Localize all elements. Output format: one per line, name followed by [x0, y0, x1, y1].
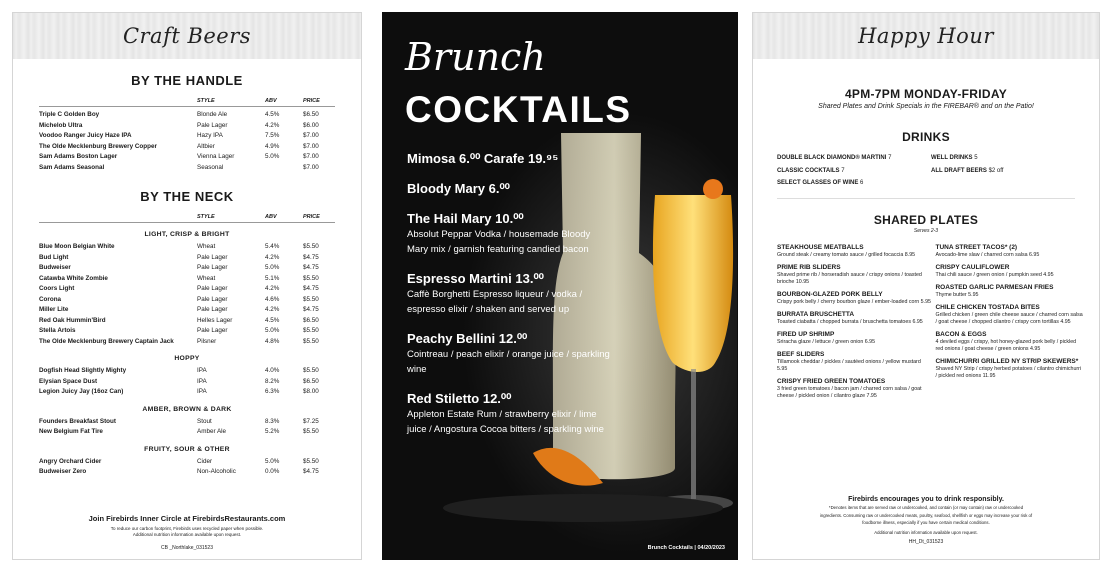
beer-abv: 4.2%	[265, 306, 280, 313]
drink-special-name: SELECT GLASSES OF WINE	[777, 180, 859, 186]
shared-plate-description: Crispy pork belly / cherry bourbon glaze / ember-loaded corn 5.95	[777, 298, 931, 305]
beer-abv: 8.2%	[265, 377, 280, 385]
beer-price: $5.50	[303, 428, 319, 435]
drink-special-name: ALL DRAFT BEERS	[931, 167, 987, 174]
neck-column-headers: STYLE ABV PRICE	[39, 214, 335, 223]
beer-row	[39, 284, 335, 295]
beer-style: Wheat	[197, 274, 216, 282]
beer-row	[39, 131, 335, 142]
fine-print: To reduce our carbon footprint, Firebirds uses recycled paper when possible.	[110, 526, 264, 531]
drink-special-name: WELL DRINKS	[931, 155, 973, 161]
cocktail-name: Bloody Mary 6.⁰⁰	[407, 181, 510, 196]
drink-special-price: $2 off	[988, 167, 1004, 174]
neck-beer-groups	[13, 231, 361, 478]
beer-abv: 8.3%	[265, 417, 280, 425]
beer-style: Non-Alcoholic	[197, 468, 236, 475]
cocktail-description: Absolut Peppar Vodka / housemade Bloody Mary mix / garnish featuring candied bacon	[407, 229, 591, 255]
beer-name: Budweiser	[39, 264, 71, 271]
craft-footer	[13, 514, 361, 551]
beer-abv: 4.6%	[265, 295, 280, 303]
flute-stem	[691, 369, 696, 499]
shared-plate-description: Grilled chicken / green chile cheese sauce / charred corn salsa / goat cheese / chopped cilantro / crispy corn tortillas 4.95	[935, 311, 1083, 325]
happy-hour-subtitle: Shared Plates and Drink Specials in the FIREBAR® and on the Patio!	[818, 103, 1034, 110]
shared-plate-description: Shaved NY Strip / crispy herbed potatoes / cilantro chimichurri / pickled red onions 11.95	[935, 365, 1082, 379]
by-the-handle-title: BY THE HANDLE	[131, 73, 243, 88]
beer-abv: 5.0%	[265, 153, 280, 160]
beer-name: The Olde Mecklenburg Brewery Captain Jack	[39, 337, 174, 345]
beer-abv: 5.4%	[265, 243, 280, 250]
drink-special-price: 6	[860, 180, 864, 186]
beer-style: Pale Lager	[197, 253, 228, 261]
happy-hour-title: Happy Hour	[858, 24, 994, 48]
beer-name: Blue Moon Belgian White	[39, 243, 115, 250]
beer-row	[39, 263, 335, 274]
shared-plate-description: Ground steak / creamy tomato sauce / grilled focaccia 8.95	[777, 251, 916, 258]
beer-group-list	[39, 417, 335, 438]
craft-beers-title: Craft Beers	[122, 24, 252, 48]
beer-name: Dogfish Head Slightly Mighty	[39, 367, 127, 374]
drinks-title: DRINKS	[902, 130, 950, 144]
beer-price: $5.50	[303, 457, 319, 465]
shared-plate-description: Avocado-lime slaw / charred corn salsa 6.95	[935, 251, 1040, 258]
shared-plate-name: CHIMICHURRI GRILLED NY STRIP SKEWERS*	[935, 357, 1079, 365]
shared-plate-name: CRISPY FRIED GREEN TOMATOES	[777, 377, 886, 385]
beer-abv: 5.1%	[265, 274, 280, 282]
beer-name: Red Oak Hummin'Bird	[39, 316, 106, 324]
beer-row	[39, 274, 335, 285]
beer-row	[39, 316, 335, 327]
beer-abv: 4.0%	[265, 367, 280, 374]
beer-style: Vienna Lager	[197, 153, 235, 160]
cocktail-item	[407, 181, 612, 197]
cocktail-item	[407, 331, 612, 377]
shared-plate-description: 3 fried green tomatoes / bacon jam / charred corn salsa / goat cheese / pickled onion / cilantro glaze 7.95	[777, 385, 922, 399]
cocktail-description: Cointreau / peach elixir / orange juice / sparkling wine	[407, 349, 610, 375]
beer-row	[39, 295, 335, 306]
beer-price: $7.25	[303, 417, 319, 425]
beer-abv: 4.2%	[265, 121, 280, 129]
cocktail-description: Caffè Borghetti Espresso liqueur / vodka / espresso elixir / shaken and served up	[407, 289, 583, 315]
beer-style: Cider	[197, 457, 213, 465]
beer-price: $7.00	[303, 163, 319, 171]
happy-hour-times: 4PM-7PM MONDAY-FRIDAY	[844, 87, 1008, 101]
beer-style: IPA	[197, 388, 207, 395]
beer-group-title: AMBER, BROWN & DARK	[142, 405, 232, 413]
shared-plate-item	[935, 331, 1083, 353]
beer-row	[39, 427, 335, 438]
happy-hour-page	[752, 12, 1100, 560]
beer-abv: 5.0%	[265, 264, 280, 271]
drink-special	[931, 165, 1003, 178]
beer-style: Blonde Ale	[197, 111, 228, 118]
shared-plate-description: Sriracha glaze / lettuce / green onion 6.95	[777, 338, 876, 345]
beer-price: $7.00	[303, 153, 319, 160]
beer-group-list	[39, 366, 335, 398]
beer-style: IPA	[197, 367, 207, 374]
cocktail-list	[407, 151, 612, 451]
cocktails-title: COCKTAILS	[405, 89, 632, 130]
beer-row	[39, 387, 335, 398]
cocktail-name: Red Stiletto 12.⁰⁰	[407, 391, 512, 406]
serves-note: Serves 2-3	[913, 227, 939, 234]
beer-row	[39, 417, 335, 428]
beer-name: Elysian Space Dust	[39, 377, 98, 385]
beer-price: $6.50	[303, 316, 319, 324]
shared-plate-name: BEEF SLIDERS	[777, 350, 825, 358]
shared-plate-item	[935, 358, 1083, 380]
by-the-neck-title: BY THE NECK	[140, 189, 234, 204]
shared-plate-name: TUNA STREET TACOS* (2)	[935, 243, 1018, 251]
beer-abv: 6.3%	[265, 388, 280, 395]
craft-beers-page	[12, 12, 362, 560]
beer-abv: 4.8%	[265, 337, 280, 345]
shared-plate-name: STEAKHOUSE MEATBALLS	[777, 243, 864, 251]
beer-price: $5.50	[303, 295, 319, 303]
beer-abv: 5.2%	[265, 428, 280, 435]
happy-hour-banner	[753, 13, 1099, 59]
beer-name: Coors Light	[39, 285, 75, 292]
beer-price: $5.50	[303, 327, 319, 334]
shared-plate-item	[777, 331, 931, 346]
inner-circle-link[interactable]: Join Firebirds Inner Circle at FirebirdsRestaurants.com	[88, 514, 286, 523]
craft-beers-banner	[13, 13, 361, 59]
shared-plate-name: ROASTED GARLIC PARMESAN FRIES	[935, 283, 1054, 291]
beer-price: $4.75	[303, 253, 319, 261]
drink-special-price: 7	[841, 167, 845, 174]
beer-abv: 0.0%	[265, 468, 280, 475]
beer-row	[39, 253, 335, 264]
handle-beer-list	[39, 110, 335, 173]
shared-plate-item	[777, 264, 931, 286]
shared-plate-description: Thyme butter 5.95	[935, 291, 979, 298]
menu-code: CB _Northlake_031523	[161, 545, 213, 551]
drink-special	[777, 165, 931, 178]
drink-specials	[753, 144, 1099, 190]
menu-code: HH_Dt_031523	[908, 539, 944, 545]
cocktail-description: Appleton Estate Rum / strawberry elixir / lime juice / Angostura Cocoa bitters / sparkling wine	[407, 409, 604, 435]
beer-style: IPA	[197, 377, 207, 385]
beer-style: Pale Lager	[197, 295, 228, 303]
cocktail-name: The Hail Mary 10.⁰⁰	[407, 211, 524, 226]
cocktail-name: Espresso Martini 13.⁰⁰	[407, 271, 544, 286]
beer-style: Wheat	[197, 243, 216, 250]
beer-style: Altbier	[197, 142, 215, 150]
cocktail-item	[407, 211, 612, 257]
beer-row	[39, 152, 335, 163]
cocktail-name: Mimosa 6.⁰⁰ Carafe 19.⁹⁵	[407, 151, 559, 166]
beer-name: Sam Adams Boston Lager	[39, 153, 118, 160]
beer-price: $5.50	[303, 367, 319, 374]
shared-plates-title: SHARED PLATES	[873, 212, 979, 227]
beer-price: $7.00	[303, 132, 319, 139]
beer-abv: 7.5%	[265, 132, 280, 139]
handle-column-headers: STYLE ABV PRICE	[39, 98, 335, 107]
beer-style: Pilsner	[197, 337, 217, 345]
shared-plate-item	[935, 304, 1083, 326]
beer-style: Helles Lager	[197, 316, 233, 324]
beer-row	[39, 305, 335, 316]
beer-name: Michelob Ultra	[39, 121, 83, 129]
fine-print: foodborne illness, especially if you have certain medical conditions.	[862, 520, 990, 525]
shared-plate-name: BOURBON-GLAZED PORK BELLY	[777, 290, 883, 298]
beer-name: Legion Juicy Jay (16oz Can)	[39, 388, 124, 395]
shared-plate-item	[777, 244, 931, 259]
beer-price: $4.75	[303, 264, 319, 271]
beer-row	[39, 142, 335, 153]
beer-name: Budweiser Zero	[39, 468, 87, 475]
beer-group-list	[39, 242, 335, 347]
shared-plate-name: FIRED UP SHRIMP	[777, 330, 835, 338]
brunch-script-title: Brunch	[405, 35, 546, 79]
beer-price: $7.00	[303, 142, 319, 150]
divider	[777, 198, 1075, 199]
shared-plates-list	[753, 234, 1099, 405]
beer-name: Miller Lite	[39, 306, 69, 313]
beer-price: $4.75	[303, 285, 319, 292]
fine-print: Additional nutrition information available upon request.	[132, 532, 242, 537]
beer-row	[39, 457, 335, 468]
beer-name: Founders Breakfast Stout	[39, 417, 116, 425]
beer-style: Seasonal	[197, 163, 224, 171]
beer-row	[39, 242, 335, 253]
shared-plate-name: PRIME RIB SLIDERS	[777, 263, 841, 271]
cocktail-name: Peachy Bellini 12.⁰⁰	[407, 331, 528, 346]
beer-row	[39, 337, 335, 348]
beer-price: $4.75	[303, 306, 319, 313]
drink-special	[931, 152, 1003, 165]
beer-price: $6.50	[303, 377, 319, 385]
beer-name: Angry Orchard Cider	[39, 457, 102, 465]
beer-name: New Belgium Fat Tire	[39, 428, 103, 435]
shared-plate-item	[935, 264, 1083, 279]
shared-plate-description: Tillamook cheddar / pickles / sautéed onions / yellow mustard 5.95	[777, 358, 921, 372]
beer-name: Sam Adams Seasonal	[39, 163, 105, 171]
beer-price: $6.50	[303, 111, 319, 118]
beer-style: Amber Ale	[197, 428, 227, 435]
shared-plate-description: Thai chili sauce / green onion / pumpkin seed 4.95	[935, 271, 1054, 278]
brunch-footer: Brunch Cocktails | 04/20/2023	[647, 545, 725, 551]
beer-row	[39, 121, 335, 132]
beer-name: Stella Artois	[39, 327, 76, 334]
beer-abv: 5.0%	[265, 327, 280, 334]
cocktail-item	[407, 151, 612, 167]
shared-plate-description: Shaved prime rib / horseradish sauce / crispy onions / toasted brioche 10.95	[777, 271, 922, 285]
beer-group-title: FRUITY, SOUR & OTHER	[144, 445, 230, 453]
beer-row	[39, 467, 335, 478]
beer-style: Stout	[197, 417, 212, 425]
fine-print: *Denotes items that are served raw or undercooked, and contain (or may contain) raw or undercooked	[828, 505, 1024, 510]
beer-style: Pale Lager	[197, 285, 228, 292]
beer-abv: 4.5%	[265, 316, 280, 324]
drink-special-price: 7	[888, 155, 892, 161]
beer-price: $5.50	[303, 243, 319, 250]
beer-style: Pale Lager	[197, 121, 228, 129]
beer-name: The Olde Mecklenburg Brewery Copper	[39, 142, 157, 150]
beer-name: Catawba White Zombie	[39, 274, 108, 282]
shared-plate-item	[777, 291, 931, 306]
beer-abv: 4.5%	[265, 111, 280, 118]
beer-style: Hazy IPA	[197, 132, 223, 139]
shared-plate-name: BACON & EGGS	[935, 330, 987, 338]
beer-abv: 5.0%	[265, 457, 280, 465]
beer-group-list	[39, 457, 335, 478]
beer-abv: 4.9%	[265, 142, 280, 150]
beer-abv: 4.2%	[265, 285, 280, 292]
drink-special-name: DOUBLE BLACK DIAMOND® MARTINI	[777, 155, 887, 161]
cocktail-item	[407, 271, 612, 317]
beer-abv	[265, 163, 303, 174]
orange-garnish	[703, 179, 723, 199]
shared-plate-item	[777, 311, 931, 326]
beer-row	[39, 377, 335, 388]
beer-row	[39, 366, 335, 377]
shared-plate-name: CRISPY CAULIFLOWER	[935, 263, 1010, 271]
beer-price: $6.00	[303, 121, 319, 129]
beer-row	[39, 326, 335, 337]
drink-special-price: 5	[974, 155, 978, 161]
beer-group-title: HOPPY	[174, 355, 200, 362]
beer-price: $5.50	[303, 274, 319, 282]
shared-plate-description: 4 deviled eggs / crispy, hot honey-glazed pork belly / pickled red onions / goat cheese / green onions 4.95	[935, 338, 1077, 352]
shared-plate-name: CHILE CHICKEN TOSTADA BITES	[935, 303, 1040, 311]
beer-price: $5.50	[303, 337, 319, 345]
drink-special	[777, 152, 931, 165]
flute-glass-shape	[653, 195, 733, 372]
beer-price: $8.00	[303, 388, 319, 395]
beer-name: Voodoo Ranger Juicy Haze IPA	[39, 132, 132, 139]
fine-print: ingredients. Consuming raw or undercooked meats, poultry, seafood, shellfish or eggs may increase your risk of	[819, 512, 1033, 518]
beer-name: Triple C Golden Boy	[39, 111, 100, 118]
beer-row	[39, 163, 335, 174]
beer-name: Bud Light	[39, 253, 69, 261]
drink-special-name: CLASSIC COCKTAILS	[777, 167, 840, 174]
fine-print: Additional nutrition information available upon request.	[874, 529, 978, 535]
beer-style: Pale Lager	[197, 306, 228, 313]
beer-abv: 4.2%	[265, 253, 280, 261]
shared-plate-description: Toasted ciabatta / chopped burrata / bruschetta tomatoes 6.95	[777, 318, 923, 325]
beer-name: Corona	[39, 295, 62, 303]
shared-plate-name: BURRATA BRUSCHETTA	[777, 310, 855, 318]
beer-price: $4.75	[303, 468, 319, 475]
brunch-cocktails-page	[382, 12, 738, 560]
cocktail-item	[407, 391, 612, 437]
beer-group-title: LIGHT, CRISP & BRIGHT	[144, 231, 230, 238]
shared-plate-item	[935, 284, 1083, 299]
shared-plate-item	[777, 351, 931, 373]
drink-special	[777, 177, 931, 190]
beer-style: Pale Lager	[197, 327, 228, 334]
beer-style: Pale Lager	[197, 264, 228, 271]
shared-plate-item	[935, 244, 1083, 259]
happy-hour-footer	[753, 496, 1099, 545]
responsible-drinking-note: Firebirds encourages you to drink responsibly.	[848, 496, 1004, 503]
table-surface	[443, 494, 723, 522]
shared-plate-item	[777, 378, 931, 400]
beer-row	[39, 110, 335, 121]
